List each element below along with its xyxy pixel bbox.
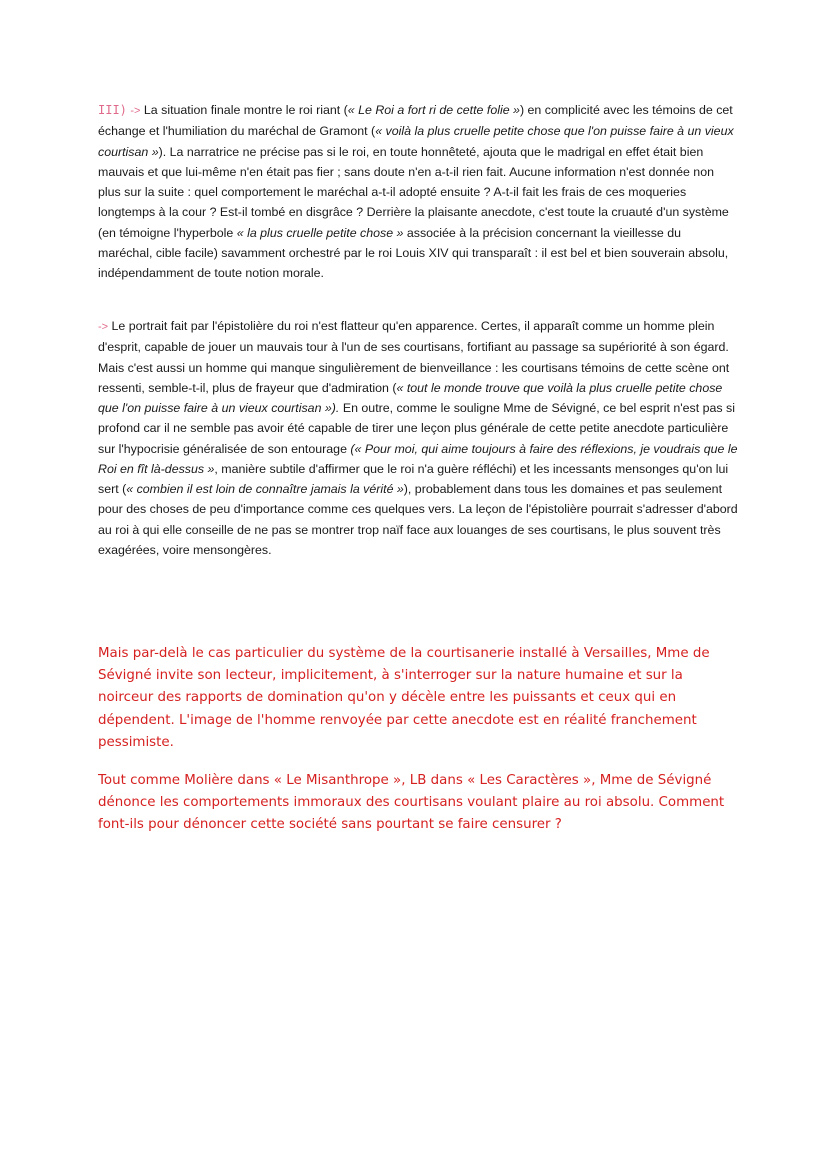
paragraph-text: , manière subtile d'affirmer que le roi n'a guère réfléchi) et les incessants mensonges qu'on lui sert ( <box>98 461 729 496</box>
conclusion-paragraph: Mais par-delà le cas particulier du système de la courtisanerie installé à Versailles, Mme de Sévigné invite son lecteur, implicitement, à s'interroger sur la nature humaine et sur la noirceur des rapports de domination qu'on y décèle entre les puissants et ceux qui en dépendent. L'image de l'homme renvoyée par cette anecdote est en réalité franchement pessimiste. <box>98 646 710 750</box>
arrow-icon: -> <box>130 105 141 117</box>
quote: « Le Roi a fort ri de cette folie » <box>347 103 520 117</box>
quote: (« Pour moi, qui aime toujours à faire des réflexions, je voudrais que le Roi en fît là-dessus » <box>98 441 738 476</box>
quote: « combien il est loin de connaître jamais la vérité » <box>126 482 404 496</box>
paragraph-text: ), probablement dans tous les domaines et pas seulement pour des choses de peu d'importance comme ces quelques vers. La leçon de l'épistolière pourrait s'adresser d'abord au roi à qui elle conseille de ne pas se montrer trop naïf face aux louanges de ses courtisans, le plus souvent très exagérées, voire mensongères. <box>98 482 738 557</box>
paragraph-text: En outre, comme le souligne Mme de Sévigné, ce bel esprit n'est pas si profond car il ne semble pas avoir été capable de tirer une leçon plus générale de cette petite anecdote particulière sur l'hypocrisie généralisée de son entourage <box>98 401 735 456</box>
paragraph-text: ) en complicité avec les témoins de cet échange et l'humiliation du maréchal de Gramont ( <box>98 103 733 139</box>
problematique-paragraph: Tout comme Molière dans « Le Misanthrope », LB dans « Les Caractères », Mme de Sévigné dénonce les comportements immoraux des courtisans voulant plaire au roi absolu. Comment font-ils pour dénoncer cette société sans pourtant se faire censurer ? <box>98 773 725 833</box>
quote: « voilà la plus cruelle petite chose que l'on puisse faire à un vieux courtisan » <box>98 124 734 159</box>
paragraph-situation-finale <box>98 100 738 283</box>
section-marker: III) <box>98 103 127 117</box>
quote: « tout le monde trouve que voilà la plus cruelle petite chose que l'on puisse faire à un vieux courtisan »). <box>98 380 723 415</box>
paragraph-text: associée à la précision concernant la vieillesse du maréchal, cible facile) savamment orchestré par le roi Louis XIV qui transparaît : il est bel et bien souverain absolu, indépendamment de toute notion morale. <box>98 225 729 280</box>
paragraph-text: ). La narratrice ne précise pas si le roi, en toute honnêteté, ajouta que le madrigal en effet était bien mauvais et que lui-même n'en était pas fier ; sans doute n'en a-t-il rien fait. Aucune information n'est donnée non plus sur la suite : quel comportement le maréchal a-t-il adopté ensuite ? A-t-il fait les frais de ces moqueries longtemps à la cour ? Est-il tombé en disgrâce ? Derrière la plaisante anecdote, c'est toute la cruauté d'un système (en témoigne l'hyperbole <box>98 144 729 240</box>
paragraph-text: Le portrait fait par l'épistolière du roi n'est flatteur qu'en apparence. Certes, il apparaît comme un homme plein d'esprit, capable de jouer un mauvais tour à l'un de ses courtisans, fortifiant au passage sa supériorité à son égard. Mais c'est aussi un homme qui manque singulièrement de bienveillance : les courtisans témoins de cette scène ont ressenti, semble-t-il, plus de frayeur que d'admiration ( <box>98 319 730 395</box>
quote: « la plus cruelle petite chose » <box>236 225 404 240</box>
arrow-icon: -> <box>98 321 109 333</box>
paragraph-portrait-du-roi <box>98 316 738 560</box>
paragraph-text: La situation finale montre le roi riant ( <box>140 103 348 117</box>
